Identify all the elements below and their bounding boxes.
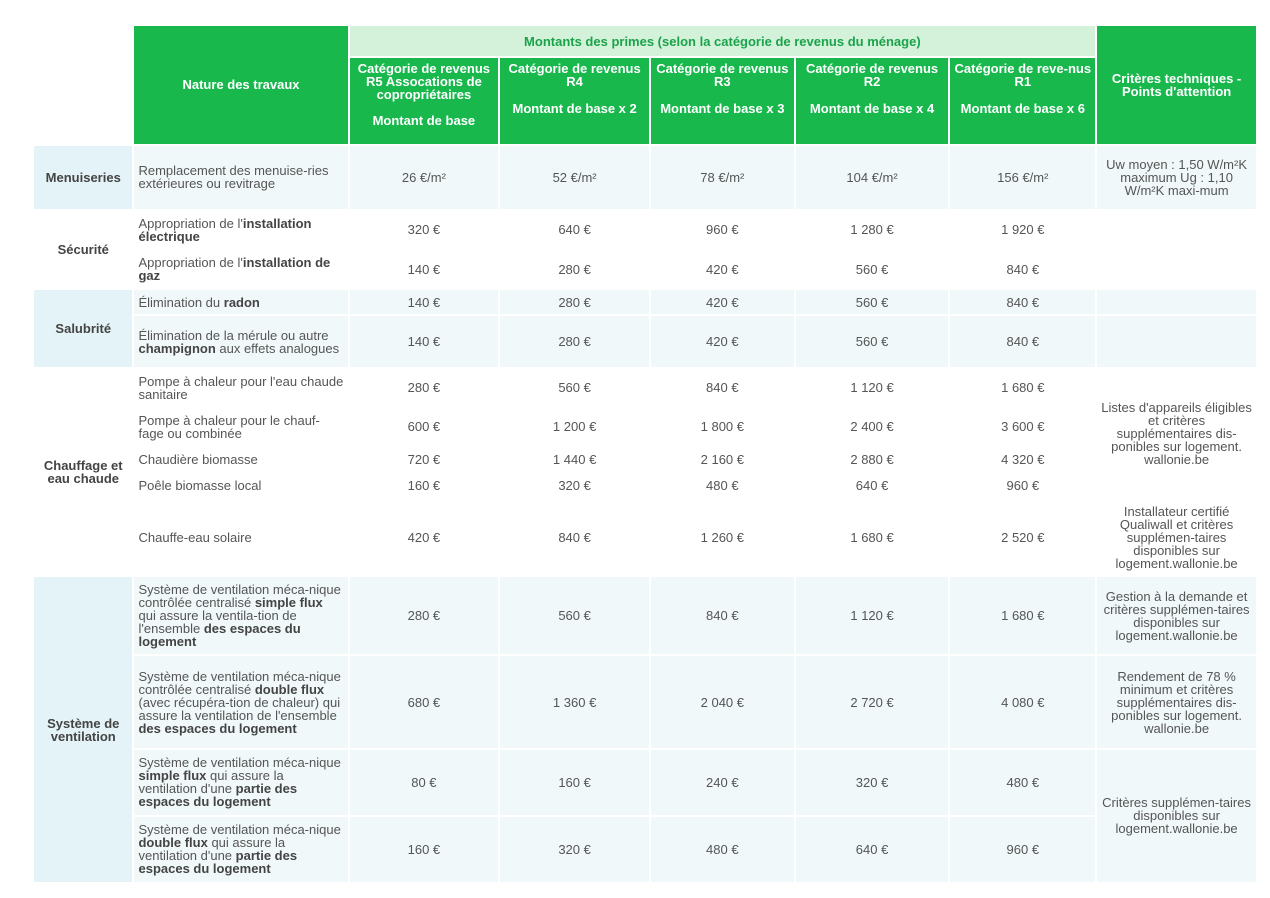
row-label: Remplacement des menuise-ries extérieures ou revitrage <box>134 146 347 209</box>
header-col-multiplier: Montant de base x 6 <box>960 101 1085 117</box>
criteria-solaire: Installateur certifié Qualiwall et critères supplémen-taires disponibles sur logement.wallonie.be <box>1097 500 1256 575</box>
table-row <box>34 750 1256 815</box>
value-cell: 960 € <box>950 474 1095 498</box>
header-col-category: Catégorie de revenus R2 <box>805 61 939 90</box>
header-col-multiplier: Montant de base x 2 <box>512 101 637 117</box>
value-cell: 600 € <box>350 409 499 446</box>
criteria-vmc-double: Rendement de 78 % minimum et critères supplémentaires dis-ponibles sur logement. wallonie.be <box>1097 656 1256 747</box>
value-cell: 320 € <box>500 474 649 498</box>
header-col-r3 <box>651 58 794 143</box>
value-cell: 1 200 € <box>500 409 649 446</box>
criteria-empty <box>1097 211 1256 249</box>
premiums-table <box>32 24 1258 884</box>
header-col-multiplier: Montant de base <box>372 113 476 129</box>
row-label: Chauffe-eau solaire <box>134 500 347 575</box>
value-cell: 320 € <box>500 817 649 882</box>
value-cell: 840 € <box>651 369 794 407</box>
value-cell: 4 080 € <box>950 656 1095 747</box>
header-group-row <box>34 26 1256 56</box>
header-col-multiplier: Montant de base x 3 <box>660 101 785 117</box>
row-label: Chaudière biomasse <box>134 447 347 471</box>
table-row <box>34 369 1256 407</box>
value-cell: 280 € <box>500 250 649 288</box>
value-cell: 160 € <box>500 750 649 815</box>
header-col-r1 <box>950 58 1095 143</box>
header-col-r4 <box>500 58 649 143</box>
value-cell: 560 € <box>796 316 949 367</box>
value-cell: 78 €/m² <box>651 146 794 209</box>
value-cell: 160 € <box>350 817 499 882</box>
value-cell: 1 120 € <box>796 577 949 654</box>
row-label: Élimination du radon <box>134 290 347 314</box>
value-cell: 104 €/m² <box>796 146 949 209</box>
value-cell: 52 €/m² <box>500 146 649 209</box>
value-cell: 420 € <box>651 250 794 288</box>
row-label: Élimination de la mérule ou autre champignon aux effets analogues <box>134 316 347 367</box>
row-label: Poêle biomasse local <box>134 474 347 498</box>
value-cell: 280 € <box>350 369 499 407</box>
value-cell: 720 € <box>350 447 499 471</box>
table-row <box>34 409 1256 446</box>
value-cell: 2 040 € <box>651 656 794 747</box>
value-cell: 4 320 € <box>950 447 1095 471</box>
value-cell: 1 680 € <box>950 577 1095 654</box>
header-col-category: Catégorie de revenus R4 <box>508 61 641 90</box>
value-cell: 140 € <box>350 290 499 314</box>
table-row <box>34 500 1256 575</box>
value-cell: 1 920 € <box>950 211 1095 249</box>
value-cell: 840 € <box>950 316 1095 367</box>
value-cell: 420 € <box>651 316 794 367</box>
criteria-ventilation-partie: Critères supplémen-taires disponibles sur logement.wallonie.be <box>1097 750 1256 882</box>
value-cell: 840 € <box>950 290 1095 314</box>
value-cell: 140 € <box>350 250 499 288</box>
header-col-multiplier: Montant de base x 4 <box>809 101 935 117</box>
value-cell: 840 € <box>651 577 794 654</box>
value-cell: 2 880 € <box>796 447 949 471</box>
value-cell: 320 € <box>350 211 499 249</box>
category-ventilation: Système de ventilation <box>34 577 132 882</box>
header-col-category: Catégorie de reve-nus R1 <box>954 61 1092 90</box>
value-cell: 640 € <box>796 817 949 882</box>
value-cell: 80 € <box>350 750 499 815</box>
table-row <box>34 656 1256 747</box>
header-col-category: Catégorie de revenus R5 Assocations de copropriétaires <box>357 61 490 103</box>
value-cell: 480 € <box>651 817 794 882</box>
category-chauffage: Chauffage et eau chaude <box>34 369 132 575</box>
header-col-r2 <box>796 58 949 143</box>
value-cell: 240 € <box>651 750 794 815</box>
value-cell: 1 280 € <box>796 211 949 249</box>
value-cell: 1 680 € <box>796 500 949 575</box>
value-cell: 320 € <box>796 750 949 815</box>
value-cell: 160 € <box>350 474 499 498</box>
value-cell: 680 € <box>350 656 499 747</box>
criteria-empty <box>1097 250 1256 288</box>
criteria-empty <box>1097 290 1256 314</box>
value-cell: 1 680 € <box>950 369 1095 407</box>
value-cell: 2 160 € <box>651 447 794 471</box>
value-cell: 156 €/m² <box>950 146 1095 209</box>
value-cell: 2 720 € <box>796 656 949 747</box>
row-label: Système de ventilation méca-nique contrôlée centralisé double flux (avec récupéra-tion de chaleur) qui assure la ventilation de l'ensemble des espaces du logement <box>134 656 347 747</box>
value-cell: 840 € <box>500 500 649 575</box>
row-label: Appropriation de l'installation de gaz <box>134 250 347 288</box>
header-corner <box>34 26 132 144</box>
value-cell: 960 € <box>950 817 1095 882</box>
table-row <box>34 577 1256 654</box>
value-cell: 1 120 € <box>796 369 949 407</box>
value-cell: 560 € <box>796 250 949 288</box>
row-label: Appropriation de l'installation électrique <box>134 211 347 249</box>
row-label: Pompe à chaleur pour l'eau chaude sanitaire <box>134 369 347 407</box>
table-row <box>34 250 1256 288</box>
row-label: Système de ventilation méca-nique simple flux qui assure la ventilation d'une partie des espaces du logement <box>134 750 347 815</box>
table-row <box>34 316 1256 367</box>
value-cell: 560 € <box>796 290 949 314</box>
value-cell: 1 360 € <box>500 656 649 747</box>
criteria-chauffage-lists: Listes d'appareils éligibles et critères supplémentaires dis-ponibles sur logement. wallonie.be <box>1097 369 1256 498</box>
value-cell: 280 € <box>500 290 649 314</box>
value-cell: 1 260 € <box>651 500 794 575</box>
value-cell: 280 € <box>500 316 649 367</box>
value-cell: 560 € <box>500 577 649 654</box>
value-cell: 960 € <box>651 211 794 249</box>
category-salubrite: Salubrité <box>34 290 132 367</box>
row-label: Pompe à chaleur pour le chauf-fage ou combinée <box>134 409 347 446</box>
header-group-title: Montants des primes (selon la catégorie de revenus du ménage) <box>350 26 1096 56</box>
table-row <box>34 290 1256 314</box>
table-row <box>34 146 1256 209</box>
value-cell: 560 € <box>500 369 649 407</box>
table-row <box>34 447 1256 471</box>
criteria-menuiseries: Uw moyen : 1,50 W/m²K maximum Ug : 1,10 W/m²K maxi-mum <box>1097 146 1256 209</box>
category-menuiseries: Menuiseries <box>34 146 132 209</box>
row-label: Système de ventilation méca-nique contrôlée centralisé simple flux qui assure la ventila-tion de l'ensemble des espaces du logement <box>134 577 347 654</box>
value-cell: 26 €/m² <box>350 146 499 209</box>
header-col-r5 <box>350 58 499 143</box>
category-securite: Sécurité <box>34 211 132 288</box>
row-label: Système de ventilation méca-nique double flux qui assure la ventilation d'une partie des espaces du logement <box>134 817 347 882</box>
value-cell: 420 € <box>651 290 794 314</box>
header-nature: Nature des travaux <box>134 26 347 144</box>
value-cell: 280 € <box>350 577 499 654</box>
value-cell: 480 € <box>950 750 1095 815</box>
criteria-vmc-simple: Gestion à la demande et critères supplémen-taires disponibles sur logement.wallonie.be <box>1097 577 1256 654</box>
value-cell: 1 800 € <box>651 409 794 446</box>
value-cell: 840 € <box>950 250 1095 288</box>
table-row <box>34 211 1256 249</box>
table-row <box>34 817 1256 882</box>
value-cell: 140 € <box>350 316 499 367</box>
value-cell: 640 € <box>796 474 949 498</box>
value-cell: 640 € <box>500 211 649 249</box>
value-cell: 3 600 € <box>950 409 1095 446</box>
value-cell: 2 520 € <box>950 500 1095 575</box>
value-cell: 2 400 € <box>796 409 949 446</box>
table-row <box>34 474 1256 498</box>
header-criteria: Critères techniques - Points d'attention <box>1097 26 1256 144</box>
value-cell: 420 € <box>350 500 499 575</box>
value-cell: 480 € <box>651 474 794 498</box>
value-cell: 1 440 € <box>500 447 649 471</box>
criteria-empty <box>1097 316 1256 367</box>
header-col-category: Catégorie de revenus R3 <box>656 61 789 90</box>
